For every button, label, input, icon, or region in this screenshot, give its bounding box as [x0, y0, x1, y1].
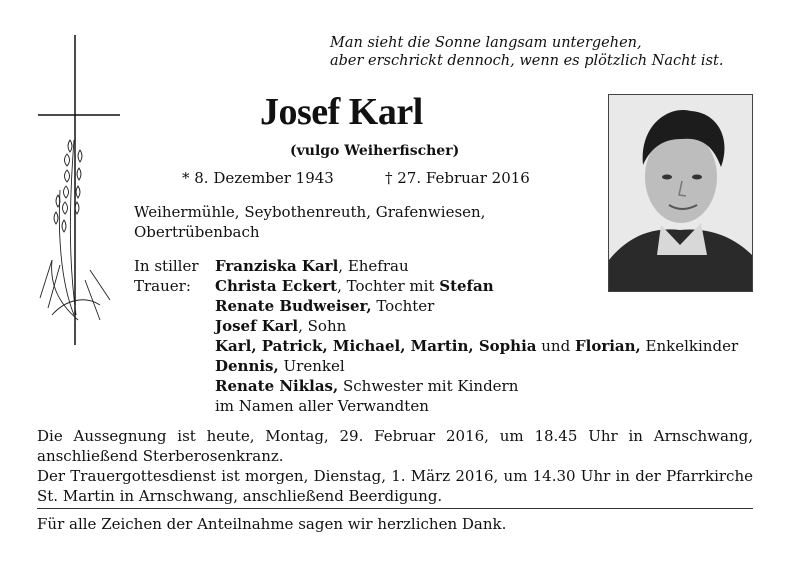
mourner-row: [215, 376, 765, 396]
mourner-name: Karl, Patrick, Michael, Martin, Sophia: [215, 337, 537, 355]
mourner-row: [215, 396, 765, 416]
mourners-list: [215, 256, 765, 416]
mourner-relation: Tochter: [371, 297, 435, 315]
service-paragraph-2: Der Trauergottesdienst ist morgen, Dienstag, 1. März 2016, um 14.30 Uhr in der Pfarrkirche St. Martin in Arnschwang, anschließend Beerdigung.: [37, 467, 753, 505]
mourner-name: Franziska Karl: [215, 257, 339, 275]
mourners-label: [134, 256, 214, 296]
service-paragraph-1: Die Aussegnung ist heute, Montag, 29. Februar 2016, um 18.45 Uhr in Arnschwang, anschließend Sterberosenkranz.: [37, 427, 753, 465]
mourner-relation: Enkelkinder: [640, 337, 739, 355]
places-line-2: Obertrübenbach: [134, 223, 260, 241]
mourner-row: [215, 276, 765, 296]
mourners-label-line-2: Trauer:: [134, 277, 191, 295]
mourner-name: Dennis,: [215, 357, 279, 375]
mourner-name: Renate Budweiser,: [215, 297, 372, 315]
mourner-relation: , Sohn: [298, 317, 347, 335]
mourner-row: [215, 296, 765, 316]
mourner-relation: im Namen aller Verwandten: [215, 397, 429, 415]
thanks-note: Für alle Zeichen der Anteilnahme sagen wir herzlichen Dank.: [37, 515, 507, 533]
mourner-relation: , Ehefrau: [338, 257, 409, 275]
birth-date: * 8. Dezember 1943: [182, 169, 334, 187]
mourner-relation: Schwester mit Kindern: [338, 377, 519, 395]
motto-line-2: aber erschrickt dennoch, wenn es plötzlich Nacht ist.: [330, 53, 724, 69]
mourner-name: Stefan: [439, 277, 494, 295]
divider: [37, 508, 753, 509]
deceased-nickname: (vulgo Weiherfischer): [290, 143, 460, 159]
mourners-label-line-1: In stiller: [134, 257, 199, 275]
places-of-life: [134, 202, 554, 242]
motto-line-1: Man sieht die Sonne langsam untergehen,: [330, 35, 642, 51]
service-info: [37, 426, 753, 506]
motto-quote: [330, 34, 760, 70]
mourner-relation: Urenkel: [278, 357, 345, 375]
mourner-row: [215, 336, 765, 356]
deceased-name: Josef Karl: [260, 91, 423, 133]
mourner-relation: und: [536, 337, 575, 355]
mourner-relation: , Tochter mit: [337, 277, 440, 295]
mourner-name: Renate Niklas,: [215, 377, 339, 395]
cross-wheat-icon: [30, 30, 120, 350]
mourner-row: [215, 256, 765, 276]
mourner-name: Florian,: [574, 337, 641, 355]
mourner-row: [215, 356, 765, 376]
mourner-name: Christa Eckert: [215, 277, 338, 295]
mourner-name: Josef Karl: [215, 317, 299, 335]
death-date: † 27. Februar 2016: [385, 169, 530, 187]
mourner-row: [215, 316, 765, 336]
places-line-1: Weihermühle, Seybothenreuth, Grafenwiesen,: [134, 203, 486, 221]
